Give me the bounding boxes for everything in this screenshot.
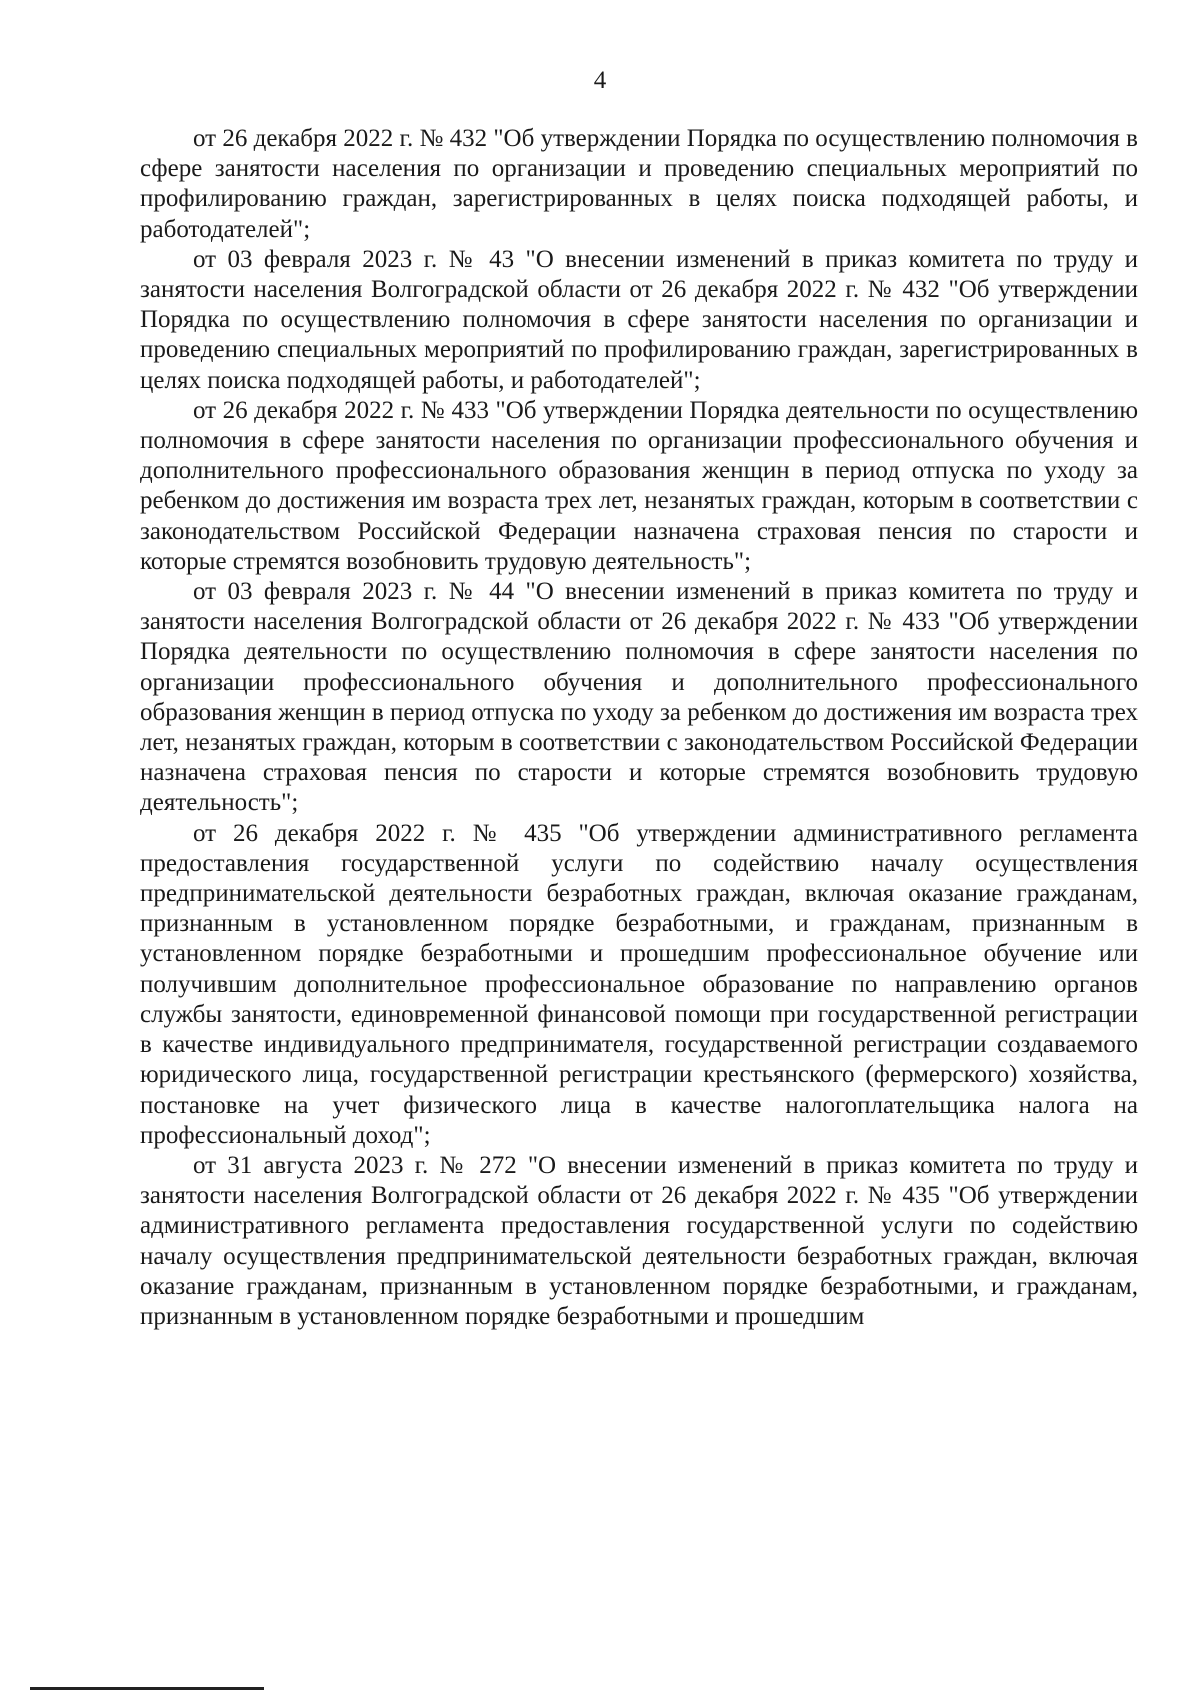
paragraph-order-44: от 03 февраля 2023 г. № 44 "О внесении изменений в приказ комитета по труду и занятости населения Волгоградской области от 26 декабря 2022 г. № 433 "Об утверждении Порядка деятельности по осуществлению полномочия в сфере занятости населения по организации профессионального обучения и дополнительного профессионального образования женщин в период отпуска по уходу за ребенком до достижения им возраста трех лет, незанятых граждан, которым в соответствии с законодательством Российской Федерации назначена страховая пенсия по старости и которые стремятся возобновить трудовую деятельность"; xyxy=(140,578,1138,817)
document-body xyxy=(140,124,1138,1332)
paragraph-order-272: от 31 августа 2023 г. № 272 "О внесении изменений в приказ комитета по труду и занятости населения Волгоградской области от 26 декабря 2022 г. № 435 "Об утверждении административного регламента предоставления государственной услуги по содействию началу осуществления предпринимательской деятельности безработных граждан, включая оказание гражданам, признанным в установленном порядке безработными, и гражданам, признанным в установленном порядке безработными и прошедшим xyxy=(140,1151,1138,1330)
paragraph-order-435: от 26 декабря 2022 г. № 435 "Об утверждении административного регламента предоставления государственной услуги по содействию началу осуществления предпринимательской деятельности безработных граждан, включая оказание гражданам, признанным в установленном порядке безработными, и гражданам, признанным в установленном порядке безработными и прошедшим профессиональное обучение или получившим дополнительное профессиональное образование по направлению органов службы занятости, единовременной финансовой помощи при государственной регистрации в качестве индивидуального предпринимателя, государственной регистрации создаваемого юридического лица, государственной регистрации крестьянского (фермерского) хозяйства, постановке на учет физического лица в качестве налогоплательщика налога на профессиональный доход"; xyxy=(140,819,1138,1149)
footer-divider xyxy=(30,1687,264,1690)
page-number: 4 xyxy=(593,67,607,94)
paragraph-order-432: от 26 декабря 2022 г. № 432 "Об утверждении Порядка по осуществлению полномочия в сфере занятости населения по организации и проведению специальных мероприятий по профилированию граждан, зарегистрированных в целях поиска подходящей работы, и работодателей"; xyxy=(140,125,1138,243)
paragraph-order-43: от 03 февраля 2023 г. № 43 "О внесении изменений в приказ комитета по труду и занятости населения Волгоградской области от 26 декабря 2022 г. № 432 "Об утверждении Порядка по осуществлению полномочия в сфере занятости населения по организации и проведению специальных мероприятий по профилированию граждан, зарегистрированных в целях поиска подходящей работы, и работодателей"; xyxy=(140,245,1138,394)
paragraph-order-433: от 26 декабря 2022 г. № 433 "Об утверждении Порядка деятельности по осуществлению полномочия в сфере занятости населения по организации профессионального обучения и дополнительного профессионального образования женщин в период отпуска по уходу за ребенком до достижения им возраста трех лет, незанятых граждан, которым в соответствии с законодательством Российской Федерации назначена страховая пенсия по старости и которые стремятся возобновить трудовую деятельность"; xyxy=(140,396,1138,575)
